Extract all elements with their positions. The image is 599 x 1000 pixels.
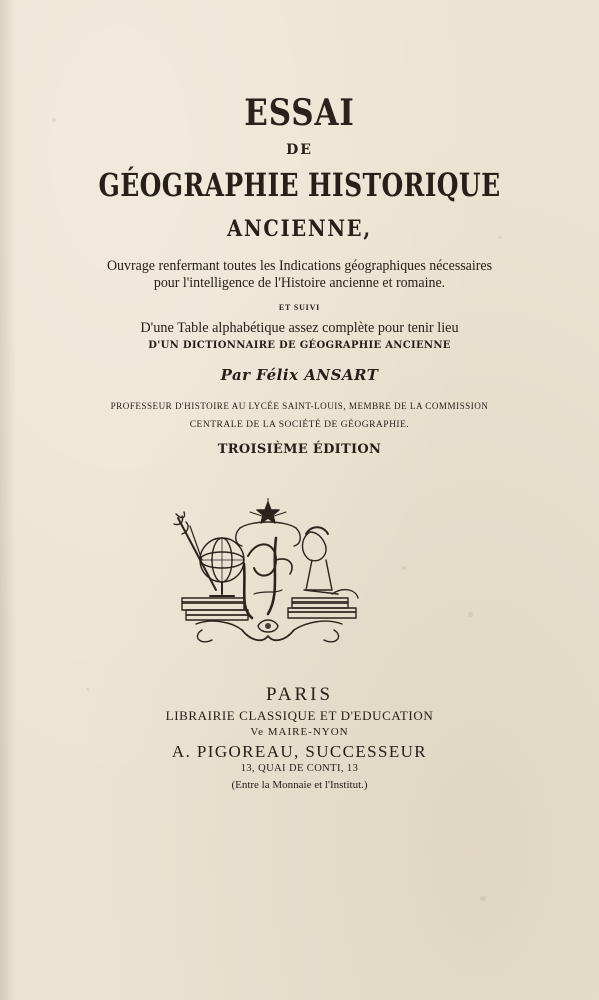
printer-device-icon xyxy=(172,498,364,648)
imprint-publisher: LIBRAIRIE CLASSIQUE ET D'EDUCATION xyxy=(165,708,434,723)
foxing-spot xyxy=(402,566,406,570)
author-title-line-1: PROFESSEUR D'HISTOIRE AU LYCÉE SAINT-LOUIS, MEMBRE DE LA COMMISSION xyxy=(110,402,489,412)
imprint-city: PARIS xyxy=(265,684,334,705)
imprint-address: 13, QUAI DE CONTI, 13 xyxy=(240,763,359,774)
imprint-successor: A. PIGOREAU, SUCCESSEUR xyxy=(171,742,428,761)
et-suivi: ET SUIVI xyxy=(278,303,321,312)
foxing-spot xyxy=(468,612,473,617)
title-subject: GÉOGRAPHIE HISTORIQUE xyxy=(98,166,501,204)
author-line: Par Félix ANSART xyxy=(220,366,379,384)
dictionary-line: D'UN DICTIONNAIRE DE GÉOGRAPHIE ANCIENNE xyxy=(148,340,451,351)
imprint-widow: Ve MAIRE-NYON xyxy=(250,726,349,738)
edition-line: TROISIÈME ÉDITION xyxy=(217,442,382,457)
foxing-spot xyxy=(480,896,486,901)
imprint-location: (Entre la Monnaie et l'Institut.) xyxy=(231,779,368,791)
author-title-line-2: CENTRALE DE LA SOCIÉTÉ DE GÉOGRAPHIE. xyxy=(189,420,410,430)
title-main: ESSAI xyxy=(244,92,355,134)
description-line-1: Ouvrage renfermant toutes les Indications géographiques nécessaires xyxy=(106,258,493,274)
title-ancienne: ANCIENNE, xyxy=(227,216,372,242)
table-line: D'une Table alphabétique assez complète pour tenir lieu xyxy=(140,320,459,336)
title-de: DE xyxy=(286,142,313,158)
description-line-2: pour l'intelligence de l'Histoire ancienne et romaine. xyxy=(153,275,446,291)
